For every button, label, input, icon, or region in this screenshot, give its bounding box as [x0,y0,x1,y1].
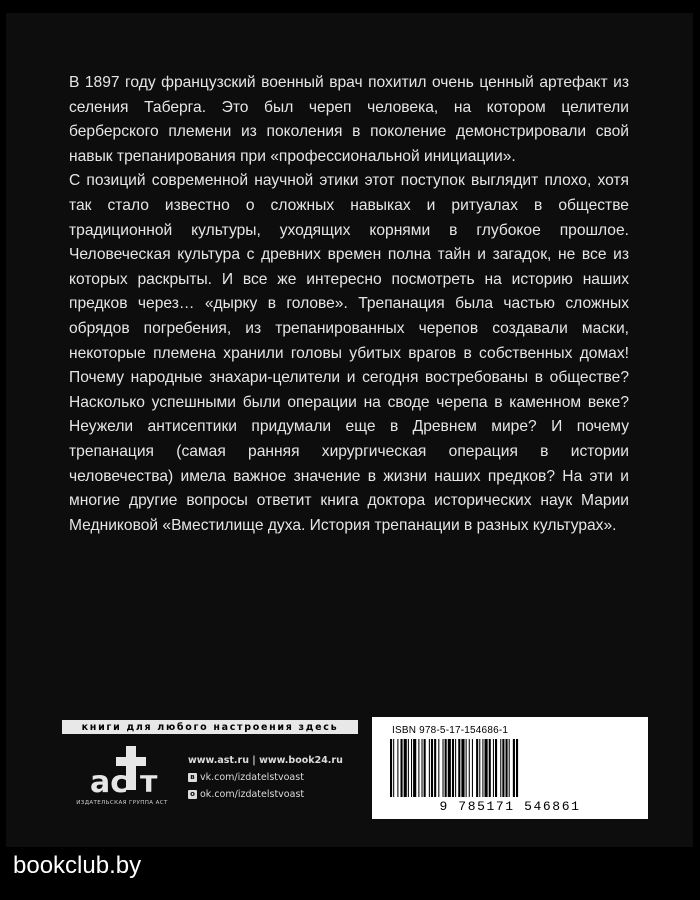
ok-icon: о [188,790,197,799]
publisher-links [188,752,343,803]
annotation-paragraph-1: В 1897 году французский военный врач похитил очень ценный артефакт из селения Таберга. Это был череп человека, на котором целители берберского племени из поколения в поколение демонстрировали свой навык трепанирования при «профессиональной инициации». [69,74,629,165]
annotation-text [69,71,629,538]
barcode-digits: 9 785171 546861 [439,799,581,814]
website-links: www.ast.ru | www.book24.ru [188,755,343,766]
ok-link: ok.com/izdatelstvoast [200,789,305,800]
annotation-paragraph-2: С позиций современной научной этики этот поступок выглядит плохо, хотя так стало известно о сложных навыках и ритуалах в обществе традиционной культуры, уходящих корнями в глубокое прошлое. Человеческая культура с древних времен полна тайн и загадок, не все из которых раскрыты. И все же интересно посмотреть на историю наших предков через… «дырку в голове». Трепанация была частью сложных обрядов погребения, из трепанированных черепов создавали маски, некоторые племена хранили головы убитых врагов в собственных домах! Почему народные знахари-целители и сегодня востребованы в обществе? Насколько успешными были операции на своде черепа в каменном веке? Неужели антисептики придумали еще в Древнем мире? И почему трепанация (самая ранняя хирургическая операция в истории человечества) имела важное значение в жизни наших предков? На эти и многие другие вопросы ответит книга доктора исторических наук Марии Медниковой «Вместилище духа. История трепанации в разных культурах». [69,172,629,534]
vk-link: vk.com/izdatelstvoast [200,772,304,783]
svg-text:ac: ac [90,765,129,800]
watermark: bookclub.by [13,852,142,879]
isbn-barcode-box [372,717,648,819]
tagline-bar: книги для любого настроения здесь [62,720,358,734]
svg-text:т: т [140,765,158,800]
vk-icon: в [188,773,197,782]
publisher-caption: ИЗДАТЕЛЬСКАЯ ГРУППА АСТ [76,800,168,806]
barcode-icon [390,739,630,799]
isbn-number: ISBN 978-5-17-154686-1 [392,725,509,736]
